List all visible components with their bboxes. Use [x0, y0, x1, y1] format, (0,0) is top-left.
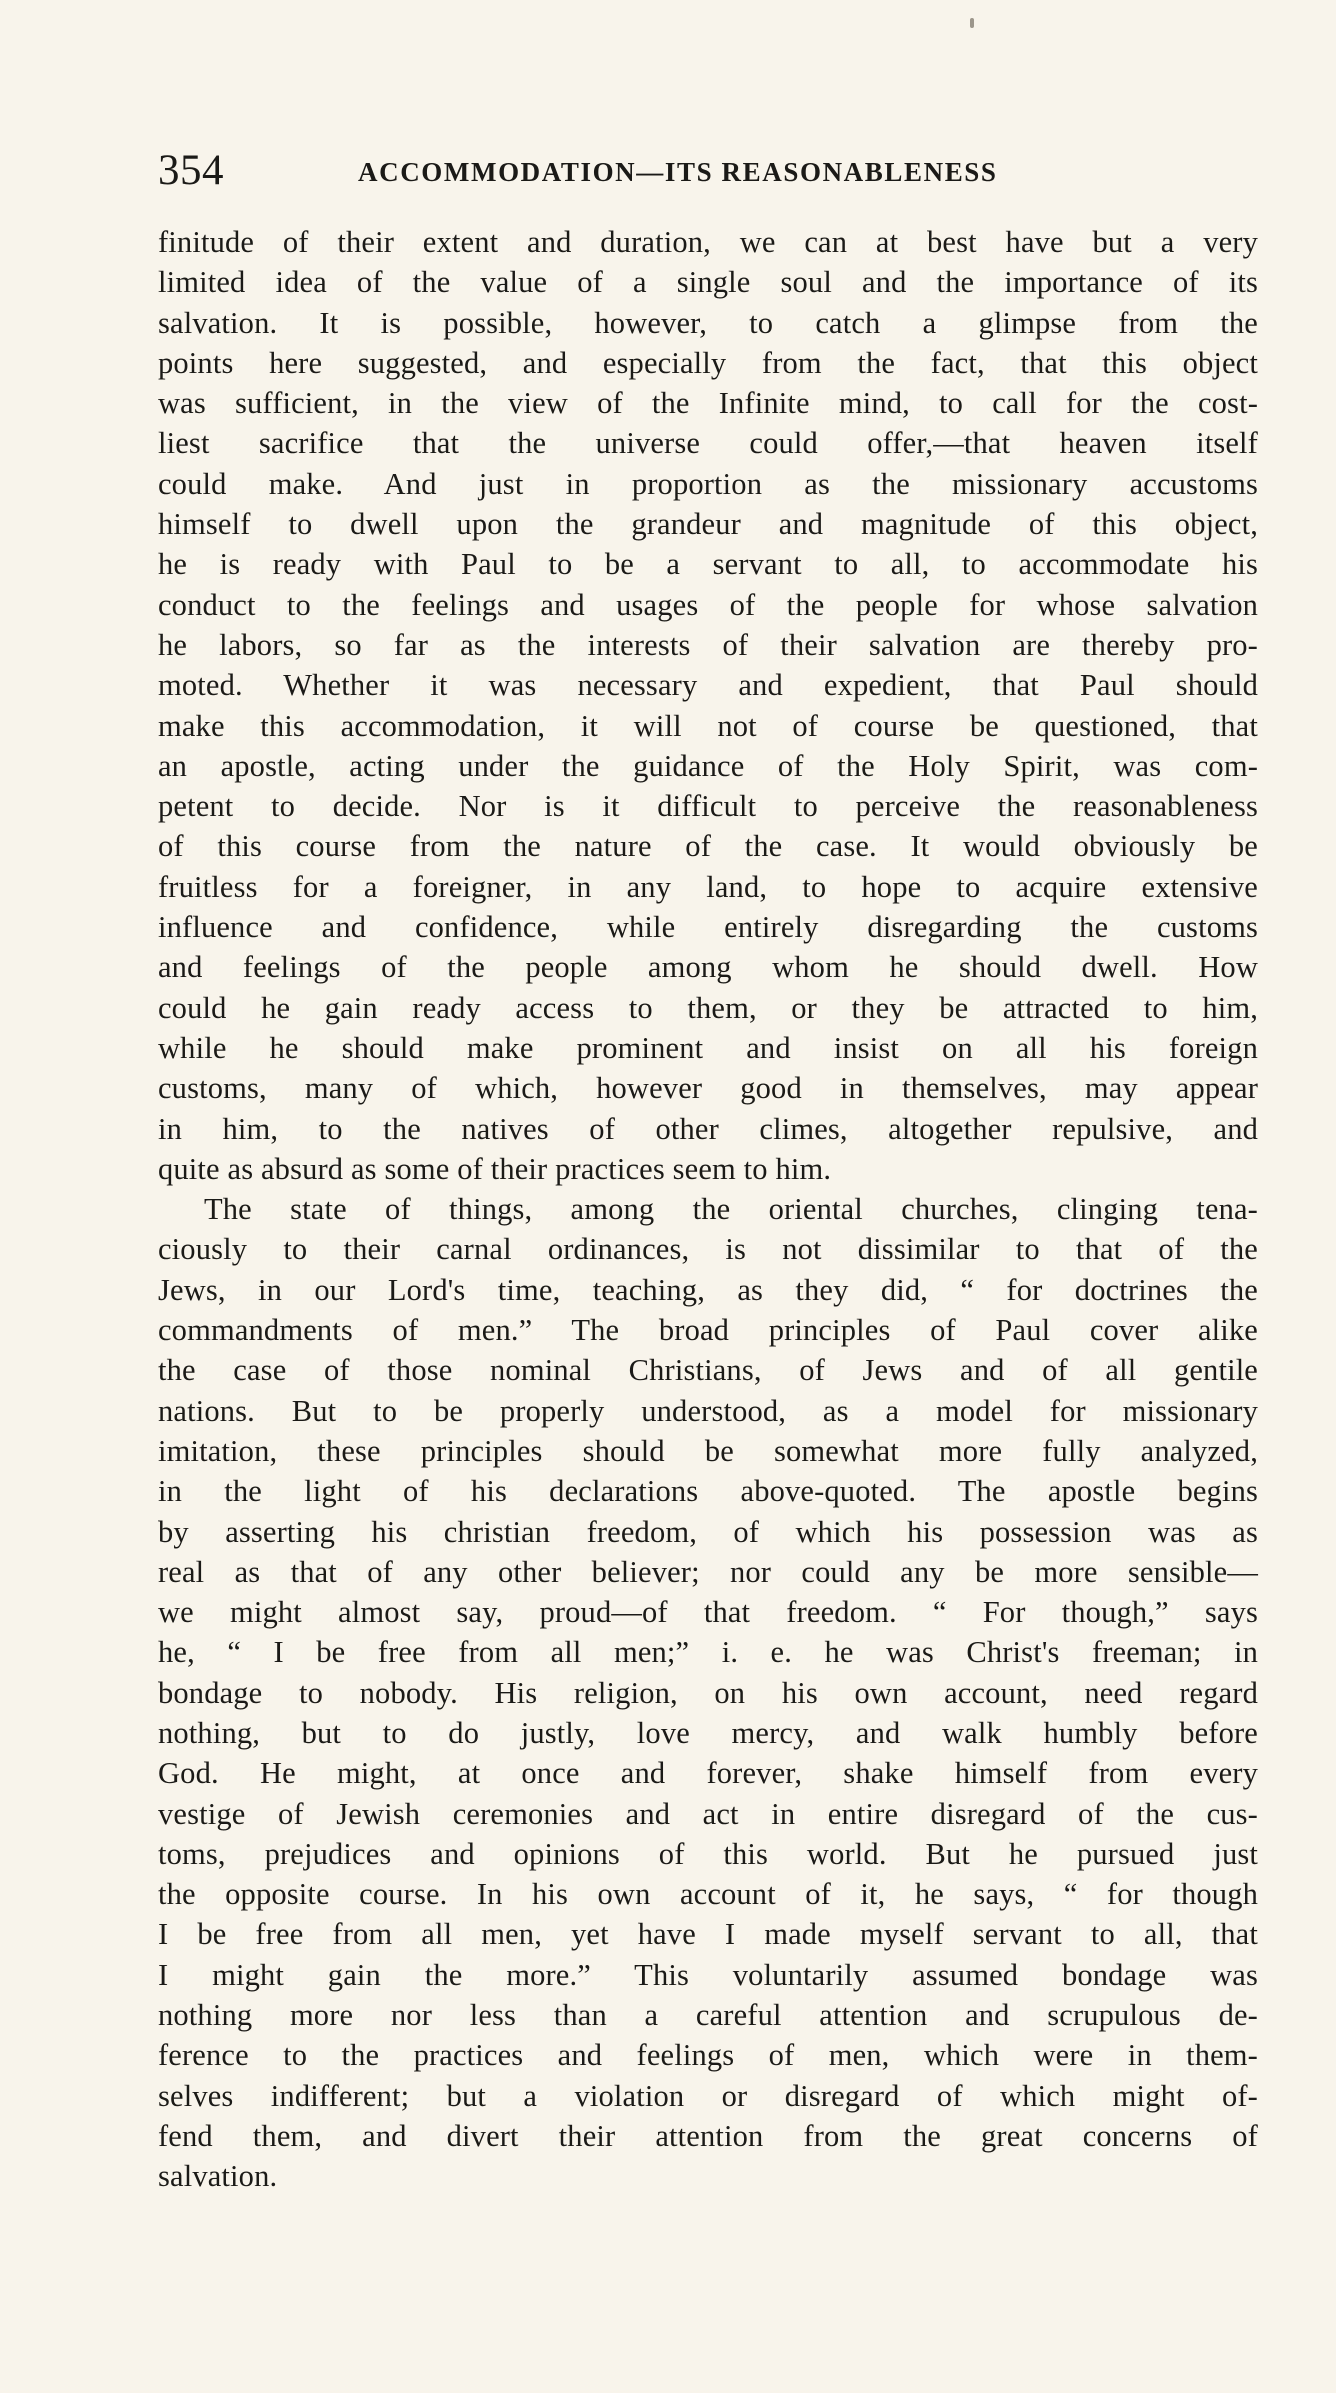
text-line: himself to dwell upon the grandeur and magnitude of this object,: [158, 507, 1258, 542]
text-line: of this course from the nature of the case. It would obviously be: [158, 829, 1258, 864]
text-line: salvation. It is possible, however, to catch a glimpse from the: [158, 305, 1258, 340]
text-line: points here suggested, and especially from the fact, that this object: [158, 345, 1258, 380]
text-line: the case of those nominal Christians, of Jews and of all gentile: [158, 1353, 1258, 1388]
text-line: I be free from all men, yet have I made myself servant to all, that: [158, 1917, 1258, 1952]
text-line: could he gain ready access to them, or they be attracted to him,: [158, 990, 1258, 1025]
text-line: fruitless for a foreigner, in any land, to hope to acquire extensive: [158, 869, 1258, 904]
text-line: liest sacrifice that the universe could offer,—that heaven itself: [158, 426, 1258, 461]
text-line: the opposite course. In his own account of it, he says, “ for though: [158, 1877, 1258, 1912]
page-number: 354: [158, 147, 224, 194]
text-line: selves indifferent; but a violation or disregard of which might of-: [158, 2078, 1258, 2113]
text-line: I might gain the more.” This voluntarily assumed bondage was: [158, 1957, 1258, 1992]
text-line: he, “ I be free from all men;” i. e. he was Christ's freeman; in: [158, 1635, 1258, 1670]
text-line: nothing, but to do justly, love mercy, and walk humbly before: [158, 1715, 1258, 1750]
text-line: conduct to the feelings and usages of the people for whose salvation: [158, 587, 1258, 622]
text-line: God. He might, at once and forever, shake himself from every: [158, 1756, 1258, 1791]
text-line: he is ready with Paul to be a servant to all, to accommodate his: [158, 547, 1258, 582]
page-header: [158, 146, 1238, 196]
text-line: we might almost say, proud—of that freedom. “ For though,” says: [158, 1595, 1258, 1630]
text-line: influence and confidence, while entirely disregarding the customs: [158, 910, 1258, 945]
text-line: finitude of their extent and duration, we can at best have but a very: [158, 225, 1258, 259]
text-line: an apostle, acting under the guidance of the Holy Spirit, was com-: [158, 748, 1258, 783]
text-line: nothing more nor less than a careful attention and scrupulous de-: [158, 1998, 1258, 2033]
text-line: petent to decide. Nor is it difficult to perceive the reasonableness: [158, 789, 1258, 824]
text-line: make this accommodation, it will not of course be questioned, that: [158, 708, 1258, 743]
text-line: fend them, and divert their attention from the great concerns of: [158, 2118, 1258, 2153]
text-line: in the light of his declarations above-quoted. The apostle begins: [158, 1474, 1258, 1509]
text-line: nations. But to be properly understood, as a model for missionary: [158, 1393, 1258, 1428]
text-line: The state of things, among the oriental churches, clinging tena-: [204, 1192, 1258, 1227]
text-line: Jews, in our Lord's time, teaching, as they did, “ for doctrines the: [158, 1272, 1258, 1307]
ink-speck: [970, 18, 974, 28]
text-line: commandments of men.” The broad principles of Paul cover alike: [158, 1313, 1258, 1348]
text-line: was sufficient, in the view of the Infinite mind, to call for the cost-: [158, 386, 1258, 421]
text-line: salvation.: [158, 2159, 278, 2194]
text-line: and feelings of the people among whom he should dwell. How: [158, 950, 1258, 985]
text-line: ciously to their carnal ordinances, is not dissimilar to that of the: [158, 1232, 1258, 1267]
running-title: ACCOMMODATION—ITS REASONABLENESS: [358, 157, 998, 187]
text-line: customs, many of which, however good in themselves, may appear: [158, 1071, 1258, 1106]
text-line: real as that of any other believer; nor could any be more sensible—: [158, 1554, 1258, 1589]
text-line: could make. And just in proportion as the missionary accustoms: [158, 466, 1258, 501]
text-line: limited idea of the value of a single soul and the importance of its: [158, 265, 1258, 300]
text-line: by asserting his christian freedom, of which his possession was as: [158, 1514, 1258, 1549]
body-text: [158, 222, 1258, 2197]
text-line: ference to the practices and feelings of men, which were in them-: [158, 2038, 1258, 2073]
text-line: toms, prejudices and opinions of this world. But he pursued just: [158, 1836, 1258, 1871]
text-line: while he should make prominent and insist on all his foreign: [158, 1030, 1258, 1065]
text-line: moted. Whether it was necessary and expedient, that Paul should: [158, 668, 1258, 703]
text-line: imitation, these principles should be somewhat more fully analyzed,: [158, 1433, 1258, 1468]
text-line: in him, to the natives of other climes, altogether repulsive, and: [158, 1111, 1258, 1146]
text-line: bondage to nobody. His religion, on his own account, need regard: [158, 1675, 1258, 1710]
text-line: quite as absurd as some of their practices seem to him.: [158, 1151, 832, 1186]
text-line: vestige of Jewish ceremonies and act in entire disregard of the cus-: [158, 1796, 1258, 1831]
text-line: he labors, so far as the interests of their salvation are thereby pro-: [158, 627, 1258, 662]
